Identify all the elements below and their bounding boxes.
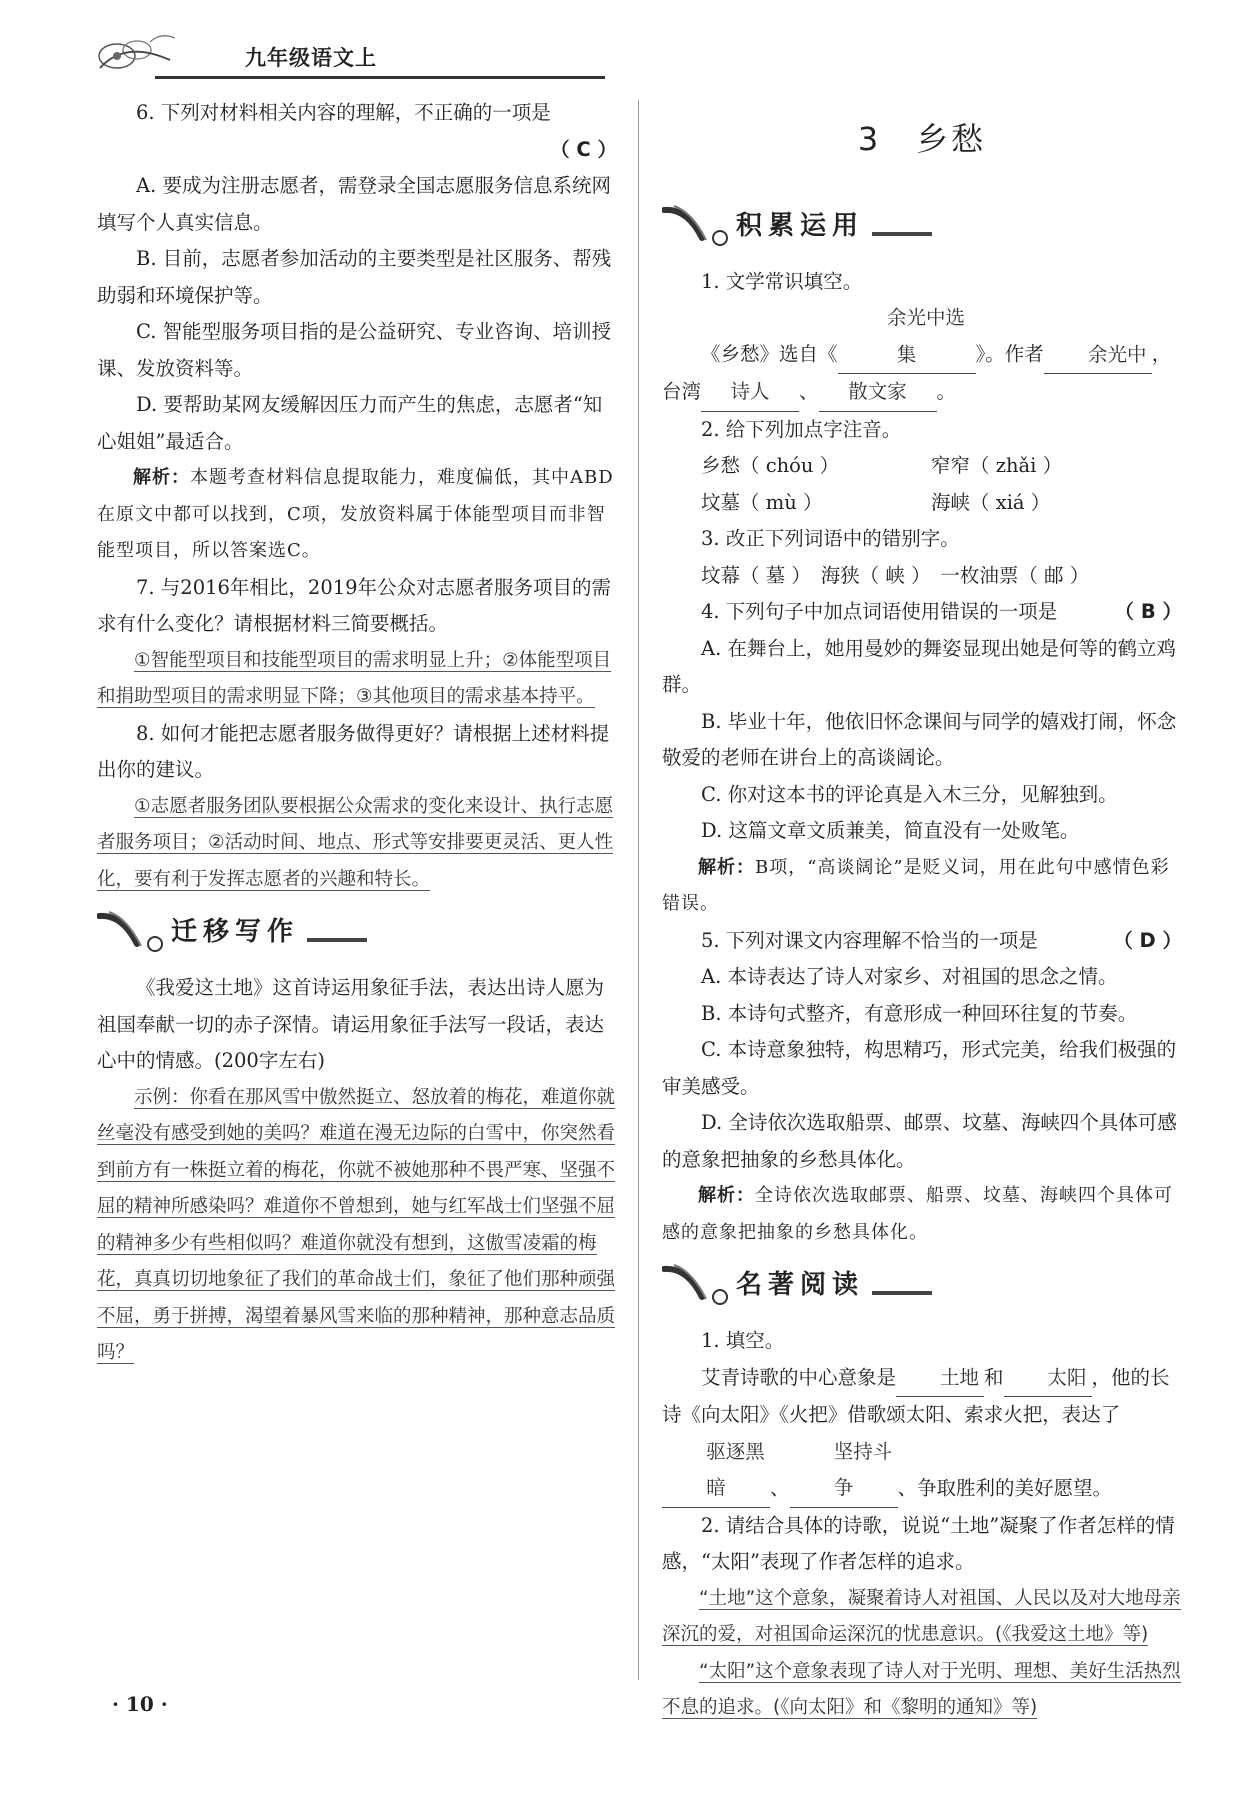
q5-answer: （ D ）	[1113, 928, 1182, 952]
q4-answer: （ B ）	[1114, 600, 1182, 623]
r1-text: 、争取胜利的美好愿望。	[897, 1476, 1113, 1499]
r1-body	[662, 1360, 1182, 1508]
q1-text: 、	[799, 380, 819, 403]
section-accum-title: 积累运用	[736, 210, 865, 241]
q2-row2	[662, 485, 1182, 522]
q4-option-d: D. 这篇文章文质兼美，简直没有一处败笔。	[701, 819, 1080, 842]
q5-option-b: B. 本诗句式整齐，有意形成一种回环往复的节奏。	[701, 1001, 1138, 1025]
writing-prompt: 《我爱这土地》这首诗运用象征手法，表达出诗人愿为祖国奉献一切的赤子深情。请运用象征手法写一段话，表达心中的情感。(200字左右)	[97, 976, 605, 1072]
q3-item-a: 坟幕（ 墓 ）	[701, 563, 802, 587]
q2-item-a: 乡愁（ chóu ）	[701, 454, 840, 477]
section-reading	[662, 1257, 1182, 1319]
book-title: 九年级语文上	[245, 46, 377, 70]
q1-fill-3: 诗人	[701, 374, 799, 412]
flower-decoration-icon	[95, 30, 185, 80]
q1-text: ，	[1151, 342, 1172, 366]
writing-answer: 示例：你看在那风雪中傲然挺立、怒放着的梅花，难道你就丝毫没有感受到她的美吗？难道在漫无边际的白雪中，你突然看到前方有一株挺立着的梅花，你就不被她那种不畏严寒、坚强不屈的精神所感染吗？难道你不曾想到，她与红军战士们坚强不屈的精神多少有些相似吗？难道你就没有想到，这傲雪凌霜的梅花，真真切切地象征了我们的革命战士们，象征了他们那种顽强不屈，勇于拼搏，渴望着暴风雪来临的那种精神，那种意志品质吗？	[97, 1086, 616, 1363]
q1-fill-2: 余光中	[1044, 337, 1152, 375]
section-writing-title: 迁移写作	[171, 917, 300, 947]
left-column	[97, 95, 617, 1372]
r1-fill-3: 驱逐黑暗	[662, 1434, 770, 1508]
section-accumulation	[662, 198, 1182, 260]
page-number: · 10 ·	[112, 1692, 168, 1716]
q4-option-b: B. 毕业十年，他依旧怀念课间与同学的嬉戏打闹，怀念敬爱的老师在讲台上的高谈阔论。	[662, 709, 1177, 769]
q1-text: 《乡愁》选自《	[701, 342, 838, 366]
q1-line2	[662, 374, 1182, 412]
q3-item-b: 海狭（ 峡 ）	[820, 563, 921, 587]
r2-stem: 2. 请结合具体的诗歌，说说“土地”凝聚了作者怎样的情感，“太阳”表现了作者怎样的追求。	[662, 1513, 1175, 1573]
q4-stem: 4. 下列句子中加点词语使用错误的一项是	[701, 600, 1058, 623]
r1-fill-4: 坚持斗争	[790, 1434, 898, 1508]
q1-fill-4: 散文家	[819, 374, 937, 412]
q4-option-c: C. 你对这本书的评论真是入木三分，见解独到。	[701, 782, 1118, 806]
q1-fill-1: 余光中选集	[838, 300, 976, 374]
q3-row	[662, 558, 1182, 595]
q1-stem: 1. 文学常识填空。	[701, 269, 863, 293]
q8-answer: ①志愿者服务团队要根据公众需求的变化来设计、执行志愿者服务项目；②活动时间、地点、形式等安排要更灵活、更人性化，要有利于发挥志愿者的兴趣和特长。	[97, 795, 614, 890]
q3-item-c: 一枚油票（ 邮 ）	[940, 563, 1090, 587]
q6-explanation	[97, 460, 617, 570]
r1-stem: 1. 填空。	[701, 1329, 785, 1352]
swoosh-icon	[97, 908, 167, 954]
section-bar	[872, 232, 932, 236]
q3-stem: 3. 改正下列词语中的错别字。	[701, 527, 960, 550]
section-bar	[872, 1291, 932, 1295]
q5-option-c: C. 本诗意象独特，构思精巧，形式完美，给我们极强的审美感受。	[662, 1038, 1177, 1098]
swoosh-icon	[662, 202, 732, 248]
q5-option-d: D. 全诗依次选取船票、邮票、坟墓、海峡四个具体可感的意象把抽象的乡愁具体化。	[662, 1111, 1177, 1171]
q5-exp-label: 解析：	[698, 1185, 755, 1206]
q5-option-a: A. 本诗表达了诗人对家乡、对祖国的思念之情。	[701, 965, 1118, 988]
right-column	[662, 95, 1182, 1727]
q6-exp-label: 解析：	[133, 467, 190, 488]
q4-option-a: A. 在舞台上，她用曼妙的舞姿显现出她是何等的鹤立鸡群。	[662, 636, 1176, 696]
q6-option-c: C. 智能型服务项目指的是公益研究、专业咨询、培训授课、发放资料等。	[97, 320, 612, 380]
r1-text: 艾青诗歌的中心意象是	[701, 1365, 897, 1389]
column-divider	[638, 100, 639, 1680]
q1-line1	[662, 300, 1182, 374]
q7-answer: ①智能型项目和技能型项目的需求明显上升；②体能型项目和捐助型项目的需求明显下降；③其他项目的需求基本持平。	[97, 649, 612, 707]
page-header	[95, 30, 615, 80]
q2-item-b: 窄窄（ zhǎi ）	[931, 454, 1063, 477]
q2-item-d: 海峡（ xiá ）	[931, 490, 1051, 514]
q1-text: 台湾	[662, 380, 702, 403]
r1-fill-2: 太阳	[1004, 1360, 1092, 1398]
q6-option-b: B. 目前，志愿者参加活动的主要类型是社区服务、帮残助弱和环境保护等。	[97, 247, 612, 307]
q4-explanation	[662, 850, 1182, 923]
lesson-title: 3 乡愁	[857, 120, 987, 158]
swoosh-icon	[662, 1261, 732, 1307]
r2-answer-1: “土地”这个意象，凝聚着诗人对祖国、人民以及对大地母亲深沉的爱，对祖国命运深沉的忧患意识。(《我爱这土地》等)	[662, 1587, 1181, 1645]
q8-stem: 8. 如何才能把志愿者服务做得更好？请根据上述材料提出你的建议。	[97, 721, 610, 781]
section-bar	[307, 938, 367, 942]
r1-fill-1: 土地	[896, 1360, 984, 1398]
q7-stem: 7. 与2016年相比，2019年公众对志愿者服务项目的需求有什么变化？请根据材料三简要概括。	[97, 575, 612, 635]
q2-item-c: 坟墓（ mù ）	[701, 490, 823, 514]
q2-row1	[662, 448, 1182, 485]
q6-answer: （ C ）	[550, 137, 617, 161]
header-rule	[155, 76, 605, 79]
r1-text: 、	[770, 1476, 790, 1499]
r2-answer-2: “太阳”这个意象表现了诗人对于光明、理想、美好生活热烈不息的追求。(《向太阳》和《黎明的通知》等)	[662, 1660, 1181, 1718]
q5-stem-line	[662, 923, 1182, 960]
q5-explanation	[662, 1178, 1182, 1251]
q5-exp-text: 全诗依次选取邮票、船票、坟墓、海峡四个具体可感的意象把抽象的乡愁具体化。	[662, 1185, 1173, 1243]
q6-option-a: A. 要成为注册志愿者，需登录全国志愿服务信息系统网填写个人真实信息。	[97, 174, 611, 234]
section-reading-title: 名著阅读	[736, 1270, 865, 1300]
q6-exp-text: 本题考查材料信息提取能力，难度偏低，其中ABD在原文中都可以找到，C项，发放资料属于体能型项目而非智能型项目，所以答案选C。	[97, 467, 614, 561]
q1-text: 》。作者	[975, 342, 1044, 366]
q4-exp-label: 解析：	[698, 856, 755, 878]
q1-text: 。	[936, 380, 957, 403]
q2-stem: 2. 给下列加点字注音。	[701, 417, 902, 441]
q4-stem-line	[662, 594, 1182, 631]
q4-exp-text: B项，“高谈阔论”是贬义词，用在此句中感情色彩错误。	[662, 856, 1170, 914]
q6-stem: 6. 下列对材料相关内容的理解，不正确的一项是	[136, 101, 551, 124]
q6-option-d: D. 要帮助某网友缓解因压力而产生的焦虑，志愿者“知心姐姐”最适合。	[97, 393, 603, 453]
q5-stem: 5. 下列对课文内容理解不恰当的一项是	[701, 928, 1038, 952]
r1-text: ，他的长诗《向太阳》《火把》借歌颂太阳、索求火把，表达了	[662, 1365, 1170, 1426]
section-writing	[97, 904, 617, 966]
r1-text: 和	[984, 1365, 1004, 1389]
